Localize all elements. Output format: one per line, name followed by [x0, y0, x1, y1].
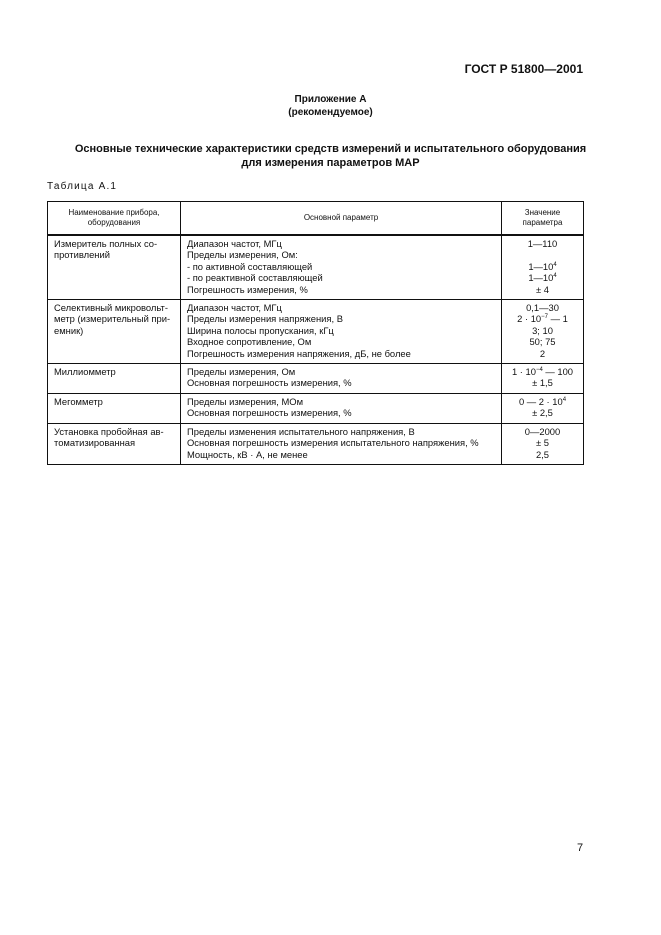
parameter-line: Мощность, кВ · А, не менее [187, 448, 308, 460]
device-name-cell [48, 393, 181, 423]
parameter-cell [181, 300, 502, 364]
value-line [504, 396, 581, 407]
device-name-line: противлений [54, 249, 110, 261]
value-cell [502, 300, 584, 364]
header-device-name-line1: Наименование прибора, [68, 208, 160, 217]
appendix-title: Приложение А [294, 94, 367, 105]
value-cell [502, 364, 584, 394]
document-title-line1: Основные технические характеристики средств измерений и испытательного оборудования [74, 143, 587, 155]
value-exponent: −7 [541, 314, 548, 321]
device-name-line: Мегомметр [54, 395, 103, 407]
parameter-line: Диапазон частот, МГц [187, 238, 282, 249]
standard-number: ГОСТ Р 51800—2001 [464, 62, 583, 76]
value-line: 2 [539, 347, 546, 359]
table-row [48, 423, 584, 464]
value-exponent: 4 [562, 396, 567, 403]
value-line [504, 249, 581, 260]
parameter-line: Пределы измерения, МОм [187, 395, 304, 407]
value-text: 2 · 10 [517, 313, 542, 325]
value-line: ± 2,5 [532, 407, 553, 419]
parameter-line: Пределы измерения, Ом: [187, 249, 298, 261]
value-text: 1 · 10 [511, 366, 536, 378]
header-parameter-value [502, 202, 584, 236]
value-line: 50; 75 [529, 336, 556, 348]
page-number: 7 [577, 842, 584, 854]
value-cell [502, 393, 584, 423]
parameter-line: - по активной составляющей [187, 260, 313, 272]
value-cell [502, 423, 584, 464]
value-text: 1—10 [528, 260, 554, 272]
document-title-line2: для измерения параметров МАР [241, 157, 420, 169]
appendix-subtitle: (рекомендуемое) [288, 107, 373, 118]
value-line: ± 4 [536, 283, 549, 295]
table-header-row [48, 202, 584, 236]
parameter-line: Ширина полосы пропускания, кГц [187, 324, 334, 336]
header-device-name [48, 202, 181, 236]
value-tail: — 1 [548, 313, 568, 325]
device-name-line: Миллиомметр [54, 366, 116, 378]
header-value-line2: параметра [522, 218, 563, 227]
value-line: ± 5 [536, 437, 549, 449]
value-text: 0 — 2 · 10 [518, 395, 563, 407]
device-name-line: томатизированная [54, 437, 136, 449]
device-name-line: Селективный микровольт- [54, 302, 168, 314]
parameter-line: Пределы измерения, Ом [187, 366, 296, 378]
header-main-parameter [181, 202, 502, 236]
device-name-cell [48, 423, 181, 464]
value-exponent: −4 [535, 366, 543, 373]
table-caption: Таблица А.1 [47, 181, 118, 192]
parameter-line: Основная погрешность измерения, % [187, 377, 352, 389]
parameter-line: Пределы изменения испытательного напряжения, В [187, 425, 415, 437]
parameter-cell [181, 364, 502, 394]
parameter-line: Входное сопротивление, Ом [187, 336, 312, 348]
table-row [48, 235, 584, 300]
parameter-line: Погрешность измерения напряжения, дБ, не более [187, 347, 411, 359]
parameter-line: Основная погрешность измерения испытательного напряжения, % [187, 437, 479, 449]
header-main-parameter-label: Основной параметр [303, 213, 379, 222]
device-name-cell [48, 235, 181, 300]
value-cell [502, 235, 584, 300]
device-name-line: Установка пробойная ав- [54, 425, 164, 437]
value-exponent: 4 [553, 261, 557, 268]
value-line: 3; 10 [532, 324, 553, 336]
value-line: 0,1—30 [526, 302, 559, 314]
table-row [48, 393, 584, 423]
value-line: ± 1,5 [532, 377, 553, 389]
value-line [504, 272, 581, 283]
device-name-cell [48, 300, 181, 364]
parameter-line: Погрешность измерения, % [187, 283, 308, 295]
header-device-name-line2: оборудования [87, 218, 141, 227]
parameter-cell [181, 393, 502, 423]
value-line: 1—110 [527, 238, 558, 249]
table-row [48, 364, 584, 394]
parameter-line: - по реактивной составляющей [187, 272, 323, 284]
value-text: 1—10 [528, 272, 554, 284]
value-line [504, 261, 581, 272]
value-exponent: 4 [553, 273, 557, 280]
device-name-line: Измеритель полных со- [54, 238, 158, 249]
characteristics-table [47, 201, 584, 465]
parameter-line: Диапазон частот, МГц [187, 302, 282, 314]
parameter-line: Пределы измерения напряжения, В [187, 313, 343, 325]
value-line [504, 366, 581, 377]
device-name-cell [48, 364, 181, 394]
table-row [48, 300, 584, 364]
device-name-line: метр (измерительный при- [54, 313, 171, 325]
value-line [504, 313, 581, 324]
parameter-line: Основная погрешность измерения, % [187, 407, 352, 419]
header-value-line1: Значение [524, 208, 561, 217]
parameter-cell [181, 235, 502, 300]
value-line: 0—2000 [524, 425, 561, 437]
value-line: 2,5 [535, 448, 550, 460]
parameter-cell [181, 423, 502, 464]
value-tail: — 100 [542, 366, 574, 378]
device-name-line: емник) [54, 324, 84, 336]
